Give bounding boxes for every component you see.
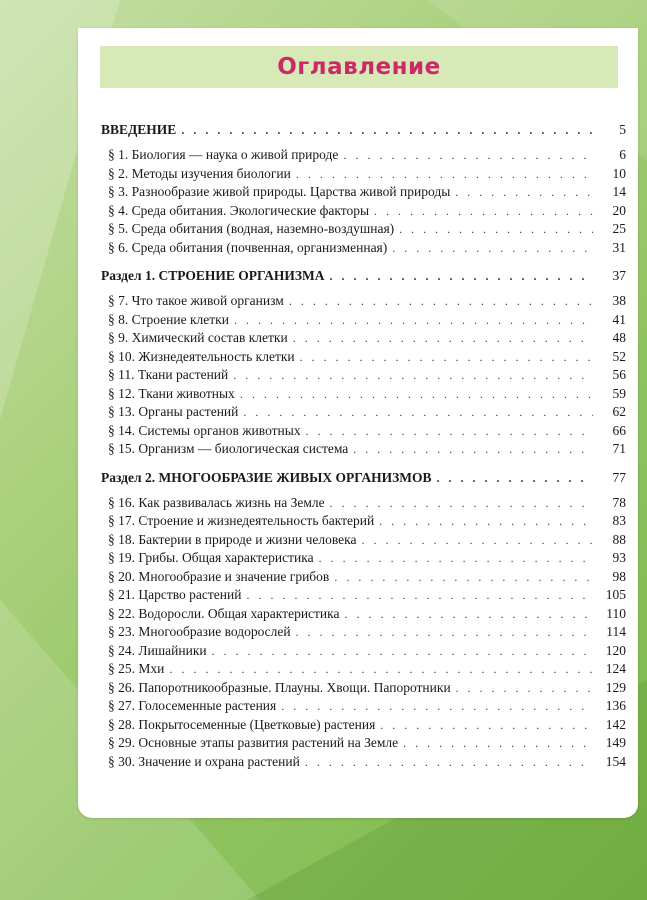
page-number: 77 <box>612 469 626 485</box>
page-number: 41 <box>612 311 626 327</box>
entry-label: § 23. Многообразие водорослей <box>108 624 291 639</box>
page-number: 88 <box>612 531 626 547</box>
page-number: 38 <box>612 293 626 308</box>
dot-leader <box>392 241 593 256</box>
page-number: 52 <box>612 348 626 364</box>
toc-entry[interactable] <box>101 643 626 662</box>
page-number: 31 <box>612 239 626 255</box>
page-number: 105 <box>605 587 626 602</box>
title-banner <box>100 46 618 88</box>
entry-label: § 16. Как развивалась жизнь на Земле <box>108 494 325 510</box>
toc-entry[interactable] <box>101 203 626 222</box>
dot-leader <box>300 350 593 365</box>
page-number: 48 <box>612 330 626 345</box>
page-number: 136 <box>605 698 626 713</box>
toc-entry[interactable] <box>101 312 626 331</box>
page-number: 98 <box>612 568 626 584</box>
toc-entry[interactable] <box>101 735 626 754</box>
page-number: 25 <box>612 221 626 236</box>
entry-label: § 17. Строение и жизнедеятельность бактерий <box>108 513 375 528</box>
dot-leader <box>289 294 593 309</box>
dot-leader <box>437 471 593 486</box>
toc-entry[interactable] <box>101 680 626 699</box>
page-number: 62 <box>612 404 626 419</box>
heading-gap <box>101 286 626 293</box>
dot-leader <box>399 222 593 237</box>
page-number: 10 <box>612 165 626 181</box>
entry-label: ВВЕДЕНИЕ <box>101 122 177 137</box>
toc-entry[interactable] <box>101 550 626 569</box>
page-number: 142 <box>605 716 626 732</box>
entry-label: § 3. Разнообразие живой природы. Царства живой природы <box>108 184 451 199</box>
dot-leader <box>233 368 593 383</box>
dot-leader <box>345 607 593 622</box>
entry-label: Раздел 2. МНОГООБРАЗИЕ ЖИВЫХ ОРГАНИЗМОВ <box>101 469 432 485</box>
dot-leader <box>374 204 593 219</box>
dot-leader <box>243 405 593 420</box>
page-number: 6 <box>619 147 626 162</box>
toc-entry[interactable] <box>101 569 626 588</box>
dot-leader <box>306 424 593 439</box>
entry-label: § 29. Основные этапы развития растений на Земле <box>108 735 399 750</box>
dot-leader <box>305 755 593 770</box>
page-number: 37 <box>612 268 626 283</box>
entry-label: § 6. Среда обитания (почвенная, организменная) <box>108 239 388 255</box>
toc-entry[interactable] <box>101 367 626 386</box>
toc-entry[interactable] <box>101 386 626 405</box>
toc-entry[interactable] <box>101 330 626 349</box>
toc-entry[interactable] <box>101 495 626 514</box>
toc-section-heading[interactable] <box>101 122 626 140</box>
entry-label: § 18. Бактерии в природе и жизни человека <box>108 531 357 547</box>
entry-label: § 24. Лишайники <box>108 642 207 658</box>
section-gap <box>101 460 626 470</box>
toc-entry[interactable] <box>101 423 626 442</box>
dot-leader <box>293 331 593 346</box>
dot-leader <box>319 551 593 566</box>
entry-label: § 27. Голосеменные растения <box>108 698 277 713</box>
dot-leader <box>181 123 593 138</box>
entry-label: § 14. Системы органов животных <box>108 422 301 438</box>
toc-entry[interactable] <box>101 293 626 312</box>
toc-entry[interactable] <box>101 166 626 185</box>
dot-leader <box>169 662 593 677</box>
entry-label: § 8. Строение клетки <box>108 311 229 327</box>
entry-label: § 15. Организм — биологическая система <box>108 441 349 456</box>
dot-leader <box>380 718 593 733</box>
page-number: 149 <box>605 735 626 750</box>
toc-page <box>78 28 638 818</box>
page-number: 114 <box>606 624 626 639</box>
page-number: 71 <box>612 441 626 456</box>
table-of-contents <box>101 122 626 772</box>
toc-entry[interactable] <box>101 221 626 240</box>
toc-section-heading[interactable] <box>101 268 626 286</box>
entry-label: § 26. Папоротникообразные. Плауны. Хвощи. Папоротники <box>108 679 451 695</box>
entry-label: § 25. Мхи <box>108 661 165 676</box>
toc-entry[interactable] <box>101 441 626 460</box>
toc-entry[interactable] <box>101 717 626 736</box>
dot-leader <box>330 496 593 511</box>
toc-entry[interactable] <box>101 587 626 606</box>
page-number: 66 <box>612 422 626 438</box>
toc-entry[interactable] <box>101 404 626 423</box>
entry-label: § 19. Грибы. Общая характеристика <box>108 550 314 565</box>
entry-label: § 4. Среда обитания. Экологические факторы <box>108 202 370 218</box>
dot-leader <box>353 442 593 457</box>
page-number: 129 <box>605 679 626 695</box>
dot-leader <box>234 313 593 328</box>
page-number: 20 <box>612 202 626 218</box>
page-number: 5 <box>619 122 626 137</box>
toc-entry[interactable] <box>101 349 626 368</box>
dot-leader <box>455 185 593 200</box>
dot-leader <box>296 625 593 640</box>
toc-entry[interactable] <box>101 661 626 680</box>
dot-leader <box>343 148 593 163</box>
entry-label: § 30. Значение и охрана растений <box>108 753 300 769</box>
dot-leader <box>456 681 593 696</box>
entry-label: § 21. Царство растений <box>108 587 242 602</box>
page-number: 110 <box>606 605 626 621</box>
entry-label: § 28. Покрытосеменные (Цветковые) растения <box>108 716 376 732</box>
entry-label: § 11. Ткани растений <box>108 367 229 382</box>
entry-label: § 22. Водоросли. Общая характеристика <box>108 605 340 621</box>
toc-section-heading[interactable] <box>101 470 626 488</box>
page-number: 83 <box>612 513 626 528</box>
entry-label: § 5. Среда обитания (водная, наземно-воздушная) <box>108 221 395 236</box>
page-number: 120 <box>605 642 626 658</box>
toc-entry[interactable] <box>101 698 626 717</box>
toc-entry[interactable] <box>101 624 626 643</box>
dot-leader <box>403 736 593 751</box>
toc-entry[interactable] <box>101 754 626 773</box>
entry-label: Раздел 1. СТРОЕНИЕ ОРГАНИЗМА <box>101 268 325 283</box>
entry-label: § 13. Органы растений <box>108 404 239 419</box>
page-number: 124 <box>605 661 626 676</box>
entry-label: § 12. Ткани животных <box>108 385 235 401</box>
entry-label: § 10. Жизнедеятельность клетки <box>108 348 295 364</box>
dot-leader <box>240 387 593 402</box>
page-number: 78 <box>612 494 626 510</box>
entry-label: § 7. Что такое живой организм <box>108 293 284 308</box>
page-title: Оглавление <box>277 54 441 80</box>
toc-entry[interactable] <box>101 606 626 625</box>
heading-gap <box>101 488 626 495</box>
dot-leader <box>212 644 593 659</box>
dot-leader <box>330 269 594 284</box>
dot-leader <box>361 533 593 548</box>
toc-entry[interactable] <box>101 513 626 532</box>
toc-entry[interactable] <box>101 532 626 551</box>
dot-leader <box>334 570 593 585</box>
dot-leader <box>246 588 593 603</box>
toc-entry[interactable] <box>101 147 626 166</box>
heading-gap <box>101 140 626 147</box>
entry-label: § 2. Методы изучения биологии <box>108 165 291 181</box>
toc-entry[interactable] <box>101 184 626 203</box>
page-number: 93 <box>612 550 626 565</box>
dot-leader <box>281 699 593 714</box>
page-number: 154 <box>605 753 626 769</box>
page-number: 59 <box>612 385 626 401</box>
entry-label: § 1. Биология — наука о живой природе <box>108 147 339 162</box>
page-number: 14 <box>612 184 626 199</box>
section-gap <box>101 258 626 268</box>
entry-label: § 20. Многообразие и значение грибов <box>108 568 330 584</box>
dot-leader <box>296 167 593 182</box>
page-number: 56 <box>612 367 626 382</box>
entry-label: § 9. Химический состав клетки <box>108 330 288 345</box>
dot-leader <box>379 514 593 529</box>
toc-entry[interactable] <box>101 240 626 259</box>
